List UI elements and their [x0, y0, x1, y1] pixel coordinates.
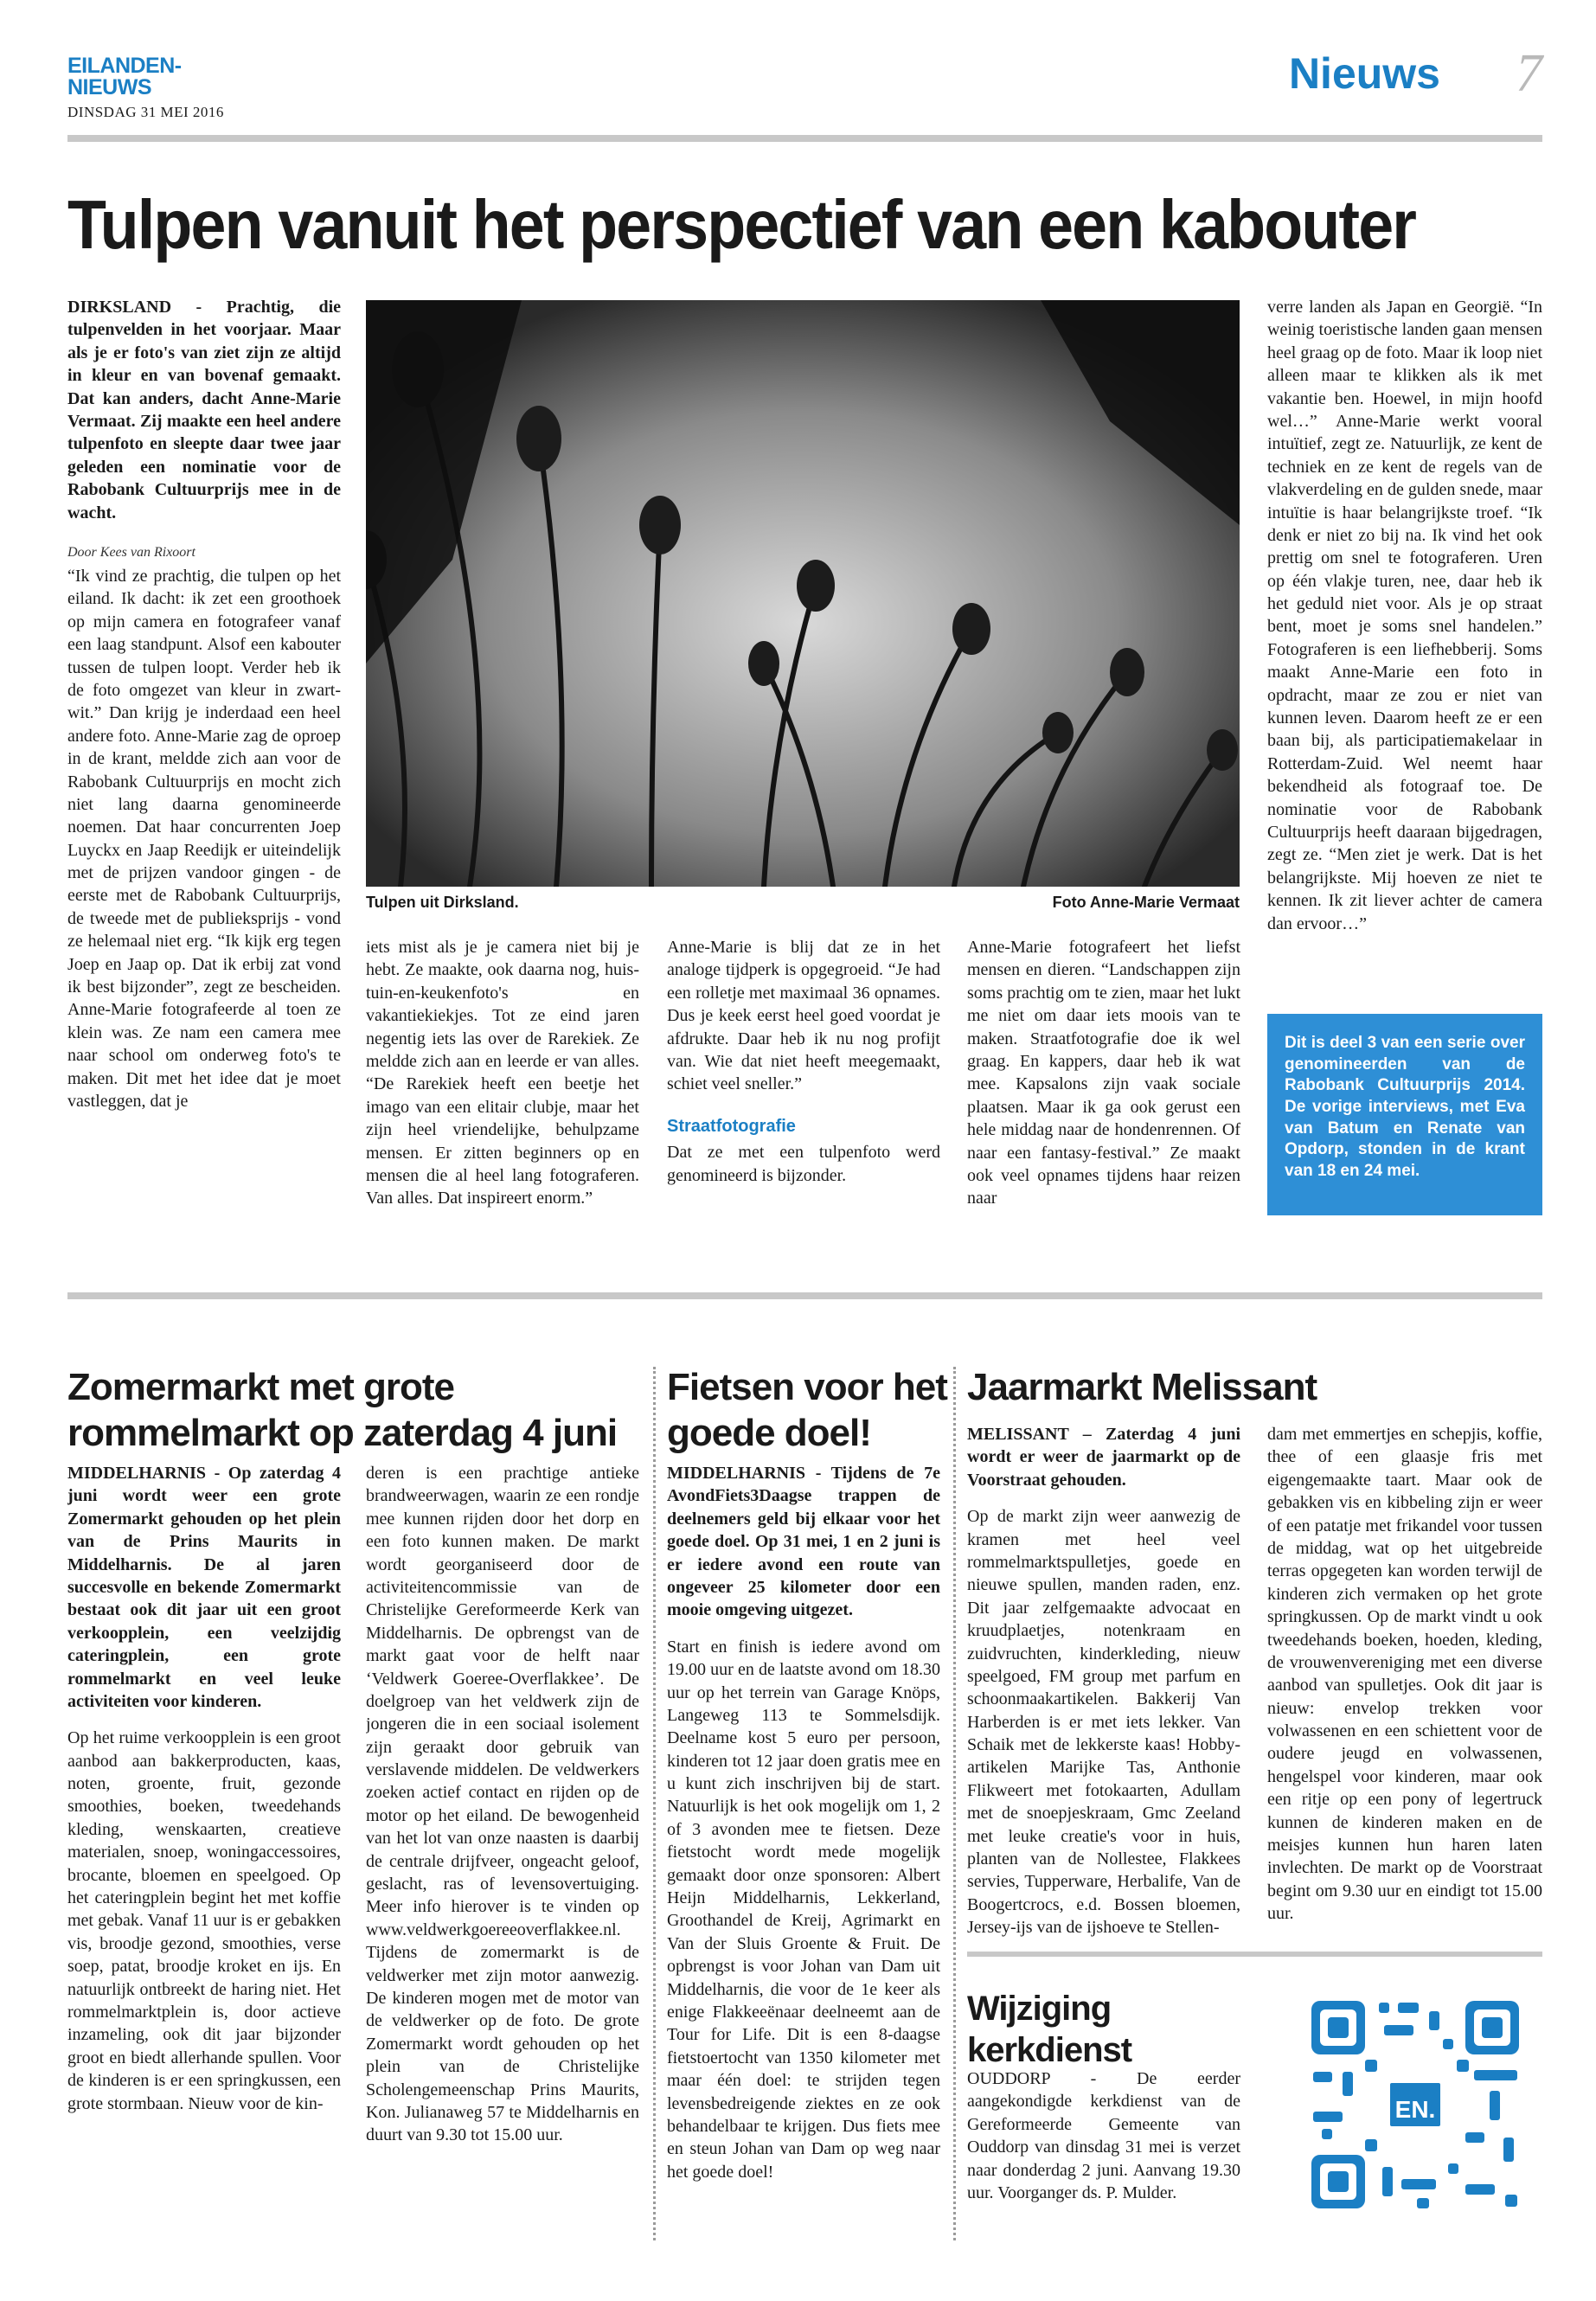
feature-column-5	[1267, 296, 1542, 988]
kerkdienst-body: OUDDORP - De eerder aangekondigde kerkdienst van de Gereformeerde Gemeente van Ouddorp van dinsdag 31 mei is verzet naar donderdag 2 juni. Aanvang 19.30 uur. Voorganger ds. P. Mulder.	[967, 2069, 1240, 2202]
feature-body-3b: Dat ze met een tulpenfoto werd genomineerd is bijzonder.	[667, 1143, 940, 1185]
lower-rule	[967, 1952, 1542, 1957]
zomermarkt-body-2: deren is een prachtige antieke brandweerwagen, waarin ze een rondje mee kunnen rijden door het dorp en een foto kunnen maken. De markt wordt georganiseerd door de activiteitencommissie van de Christelijke Gereformeerde Kerk van Middelharnis. De opbrengst van de markt gaat voor de helft naar ‘Veldwerk Goeree-Overflakkee’. De doelgroep van het veldwerk zijn de jongeren die in een sociaal isolement zijn geraakt door gebruik van verslavende middelen. De veldwerkers zoeken actief contact en rijden op de motor op het eiland. De bewogenheid van het lot van onze naasten is daarbij de centrale drijfveer, ongeacht geloof, geslacht, ras of levensovertuiging. Meer info hierover is te vinden op www.veldwerkgoereeoverflakkee.nl. Tijdens de zomermarkt is de veldwerker met zijn motor aanwezig. De kinderen mogen met de motor van de veldwerker op de foto. De grote Zomermarkt wordt gehouden op het plein van de Christelijke Scholengemeenschap Prins Maurits, Kon. Julianaweg 57 te Middelharnis en duurt van 9.30 tot 15.00 uur.	[366, 1464, 639, 2145]
fietsen-body: Start en finish is iedere avond om 19.00 uur en de laatste avond om 18.30 uur op het terrein van Garage Knöps, Langeweg 113 te Sommelsdijk. Deelname kost 5 euro per persoon, kinderen tot 12 jaar doen gratis mee en u kunt zich inschrijven bij de start. Natuurlijk is het ook mogelijk om 1, 2 of 3 avonden mee te fietsen. Deze fietstocht wordt mede mogelijk gemaakt door onze sponsoren: Albert Heijn Middelharnis, Lekkerland, Groothandel de Kreij, Agrimarkt en Van der Sluis Groente & Fruit. De opbrengst is voor Johan van Dam uit Middelharnis, die voor de 1e keer als enige Flakkeeënaar deelneemt aan de Tour for Life. Dit is een 8-daagse fietstoertocht van 1350 kilometer met maar één doel: te strijden tegen levensbedreigende ziektes en ze ook behandelbaar te krijgen. Dus fiets mee en steun Johan van Dam op weg naar het goede doel!	[667, 1637, 940, 2182]
feature-body-3: Anne-Marie is blij dat ze in het analoge tijdperk is opgegroeid. “Je had een rolletje met maximaal 36 opnames. Dus je keek eerst heel goed voordat je afdrukte. Daar heb ik nu nog profijt van. Wie dat niet heeft meegemaakt, schiet veel sneller.”	[667, 938, 940, 1094]
zomermarkt-headline: Zomermarkt met grote rommelmarkt op zaterdag 4 juni	[67, 1366, 618, 1454]
fietsen-headline: Fietsen voor het goede doel!	[667, 1366, 947, 1454]
feature-body-5: verre landen als Japan en Georgië. “In weinig toeristische landen gaan mensen heel graag op de foto. Maar ik loop niet alleen maar te klikken als ik met vakantie ben. Hoewel, in mijn hoofd wel…” Anne-Marie werkt vooral intuïtief, zegt ze. Natuurlijk, ze kent de techniek en ze kent de regels van de vlakverdeling en de gulden snede, maar intuïtie is haar belangrijkste troef. “Ik denk er niet zo bij na. Ik vind het ook prettig om snel te fotograferen. Uren op één vlakje turen, nee, daar heb ik het geduld niet voor. Als je op straat bent, moet je soms snel handelen.” Fotograferen is een liefhebberij. Soms maakt Anne-Marie een foto in opdracht, maar ze zou er niet van kunnen leven. Daarom heeft ze er een baan bij, als participatiemakelaar in Rotterdam-Zuid. Wel neemt haar bekendheid als fotograaf toe. De nominatie voor de Rabobank Cultuurprijs heeft daaraan bijgedragen, zegt ze. “Men ziet je werk. Dat is het belangrijkste. Mij hoeven ze niet te kennen. Ik zit liever achter de camera dan ervoor…”	[1267, 298, 1542, 933]
kerkdienst-column	[967, 2067, 1240, 2240]
jaarmarkt-body-2: dam met emmertjes en schepjis, koffie, thee of een glaasje fris met eigengemaakte taart. Maar ook de gebakken vis en kibbeling zijn er weer of een patatje met frikandel voor tussen de middag, wat op het uitgebreide terras opgegeten kan worden terwijl de kinderen zich vermaken op het grote springkussen. Op de markt vindt u ook tweedehands boeken, hoeden, kleding, de vrouwenvereniging met een diverse aanbod van spulletjes. Ook dit jaar is nieuw: envelop trekken voor volwassenen en een schiettent voor de oudere jeugd en volwassenen, hengelspel voor kinderen, maar ook een ritje op een pony of legertruck kunnen de kinderen maken en de meisjes kunnen hun haren laten invlechten. De markt op de Voorstraat begint om 9.30 uur en eindigt tot 15.00 uur.	[1267, 1425, 1542, 1924]
jaarmarkt-headline: Jaarmarkt Melissant	[967, 1366, 1317, 1408]
photo-credit: Foto Anne-Marie Vermaat	[1052, 894, 1240, 911]
feature-body-2: iets mist als je je camera niet bij je hebt. Ze maakte, ook daarna nog, huis-tuin-en-keukenfoto's en vakantiekiekjes. Tot ze eind jaren negentig iets las over de Rarekiek. Ze meldde zich aan en leerde er van alles. “De Rarekiek heeft een beetje het imago van een elitair clubje, maar het zijn heel vriendelijke, behulpzame mensen. Er zitten beginners op en mensen die al heel lang fotograferen. Van alles. Dat inspireert enorm.”	[366, 938, 639, 1208]
zomermarkt-column-1	[67, 1462, 341, 2240]
feature-headline: Tulpen vanuit het perspectief van een kabouter	[67, 186, 1416, 263]
masthead	[67, 55, 249, 121]
column-divider	[653, 1367, 656, 2240]
feature-byline: Door Kees van Rixoort	[67, 544, 195, 560]
feature-column-4	[967, 936, 1240, 1230]
jaarmarkt-lead: MELISSANT – Zaterdag 4 juni wordt er weer de jaarmarkt op de Voorstraat gehouden.	[967, 1425, 1240, 1490]
series-infobox: Dit is deel 3 van een serie over genomineerden van de Rabobank Cultuurprijs 2014. De vorige interviews, met Eva van Batum en Renate van Opdorp, stonden in de krant van 18 en 24 mei.	[1267, 1014, 1542, 1215]
tulip-photo	[366, 300, 1240, 887]
middle-rule	[67, 1292, 1542, 1299]
jaarmarkt-column-2	[1267, 1423, 1542, 1942]
zomermarkt-column-2	[366, 1462, 639, 2240]
qr-logo-badge: EN.	[1385, 2078, 1445, 2131]
feature-body-1: “Ik vind ze prachtig, die tulpen op het eiland. Ik dacht: ik zet een groothoek op mijn camera en fotografeer vanaf een laag standpunt. Alsof een kabouter tussen de tulpen loopt. Verder heb ik de foto omgezet van kleur in zwart-wit.” Dan krijg je inderdaad een heel andere foto. Anne-Marie zag de oproep in de krant, meldde zich aan voor de Rabobank Cultuurprijs en mocht zich niet lang daarna genomineerde noemen. Dat haar concurrenten Joep Luyckx en Jaap Reedijk er uiteindelijk met de prijzen vandoor gingen - de eerste met de Rabobank Cultuurprijs, de tweede met de publieksprijs - vond ze helemaal niet erg. “Ik kijk erg tegen Joep en Jaap op. Dat ik erbij zat vond ik best bijzonder”, zegt ze bescheiden. Anne-Marie fotografeerde al toen ze klein was. Ze nam een camera mee naar school om onderweg foto's te maken. Dit met het idee dat je moet vastleggen, dat je	[67, 567, 341, 1111]
photo-caption: Tulpen uit Dirksland.	[366, 894, 519, 911]
column-divider	[953, 1367, 956, 2240]
top-rule	[67, 135, 1542, 142]
feature-lead: DIRKSLAND - Prachtig, die tulpenvelden in het voorjaar. Maar als je er foto's van ziet zijn ze altijd in kleur en van bovenaf gemaakt. Dat kan anders, dacht Anne-Marie Vermaat. Zij maakte een heel andere tulpenfoto en sleepte daar twee jaar geleden een nominatie voor de Rabobank Cultuurprijs mee in de wacht.	[67, 298, 341, 522]
kerkdienst-headline: Wijziging kerkdienst	[967, 1990, 1132, 2069]
newspaper-brand: EILANDEN-NIEUWS	[67, 54, 182, 99]
issue-date: DINSDAG 31 MEI 2016	[67, 104, 224, 120]
page-number: 7	[1516, 44, 1542, 103]
zomermarkt-lead: MIDDELHARNIS - Op zaterdag 4 juni wordt weer een grote Zomermarkt gehouden op het plein van de Prins Maurits in Middelharnis. De al jaren succesvolle en bekende Zomermarkt bestaat ook dit jaar uit een groot verkoopplein, een veelzijdig cateringplein, een grote rommelmarkt en veel leuke activiteiten voor kinderen.	[67, 1464, 341, 1711]
section-name: Nieuws	[1288, 49, 1440, 98]
tulip-photo-art	[366, 300, 1240, 887]
feature-subhead: Straatfotografie	[667, 1116, 796, 1136]
feature-column-2	[366, 936, 639, 1230]
jaarmarkt-column-1	[967, 1423, 1240, 1942]
feature-column-3	[667, 936, 940, 1230]
zomermarkt-body-1: Op het ruime verkoopplein is een groot aanbod aan bakkerproducten, kaas, noten, groente, fruit, gezonde smoothies, boeken, tweedehands kleding, wenskaarten, creatieve materialen, snoep, woningaccessoires, brocante, bloemen en speelgoed. Op het cateringplein begint het met koffie met gebak. Vanaf 11 uur is er gebakken vis, broodje gezond, smoothies, verse soep, patat, broodje kroket en ijs. En natuurlijk ontbreekt de haring niet. Het rommelmarktplein is, door actieve inzameling, ook dit jaar bijzonder groot en biedt allerhande spullen. Voor de kinderen is er een springkussen, een grote stormbaan. Nieuw voor de kin-	[67, 1728, 341, 2113]
fietsen-column	[667, 1462, 940, 2240]
feature-column-1	[67, 296, 341, 1230]
jaarmarkt-body-1: Op de markt zijn weer aanwezig de kramen met heel veel rommelmarktspulletjes, goede en nieuwe spullen, manden raden, enz. Dit jaar zelfgemaakte advocaat en kruudplaetjes, notenkraam en zuidvruchten, kinderkleding, nieuw speelgoed, FM group met parfum en schoonmaakartikelen. Bakkerij Van Harberden is er met iets lekker. Van Schaik met de lekkerste kaas! Hobby-artikelen Marijke Tas, Anthonie Flikweert met fotokaarten, Adullam met de snoepjeskraam, Gmc Zeeland met leuke creatie's voor in huis, planten van de Nollestee, Flakkees servies, Tupperware, Herbalife, Van de Boogertcrocs, e.d. Bossen bloemen, Jersey-ijs van de ijshoeve te Stellen-	[967, 1507, 1240, 1938]
fietsen-lead: MIDDELHARNIS - Tijdens de 7e AvondFiets3Daagse trappen de deelnemers geld bij elkaar voor het goede doel. Op 31 mei, 1 en 2 juni is er iedere avond een route van ongeveer 25 kilometer door een mooie omgeving uitgezet.	[667, 1464, 940, 1620]
feature-body-4: Anne-Marie fotografeert het liefst mensen en dieren. “Landschappen zijn soms prachtig om te zien, maar het lukt me niet om daar iets moois van te maken. Straatfotografie doe ik wel graag. En kappers, daar heb ik wat mee. Kapsalons zijn vaak sociale plaatsen. Maar ik ga ook gerust een hele middag naar de hondenrennen. Of naar een fantasy-festival.” Ze maakt ook veel opnames tijdens haar reizen naar	[967, 938, 1240, 1208]
